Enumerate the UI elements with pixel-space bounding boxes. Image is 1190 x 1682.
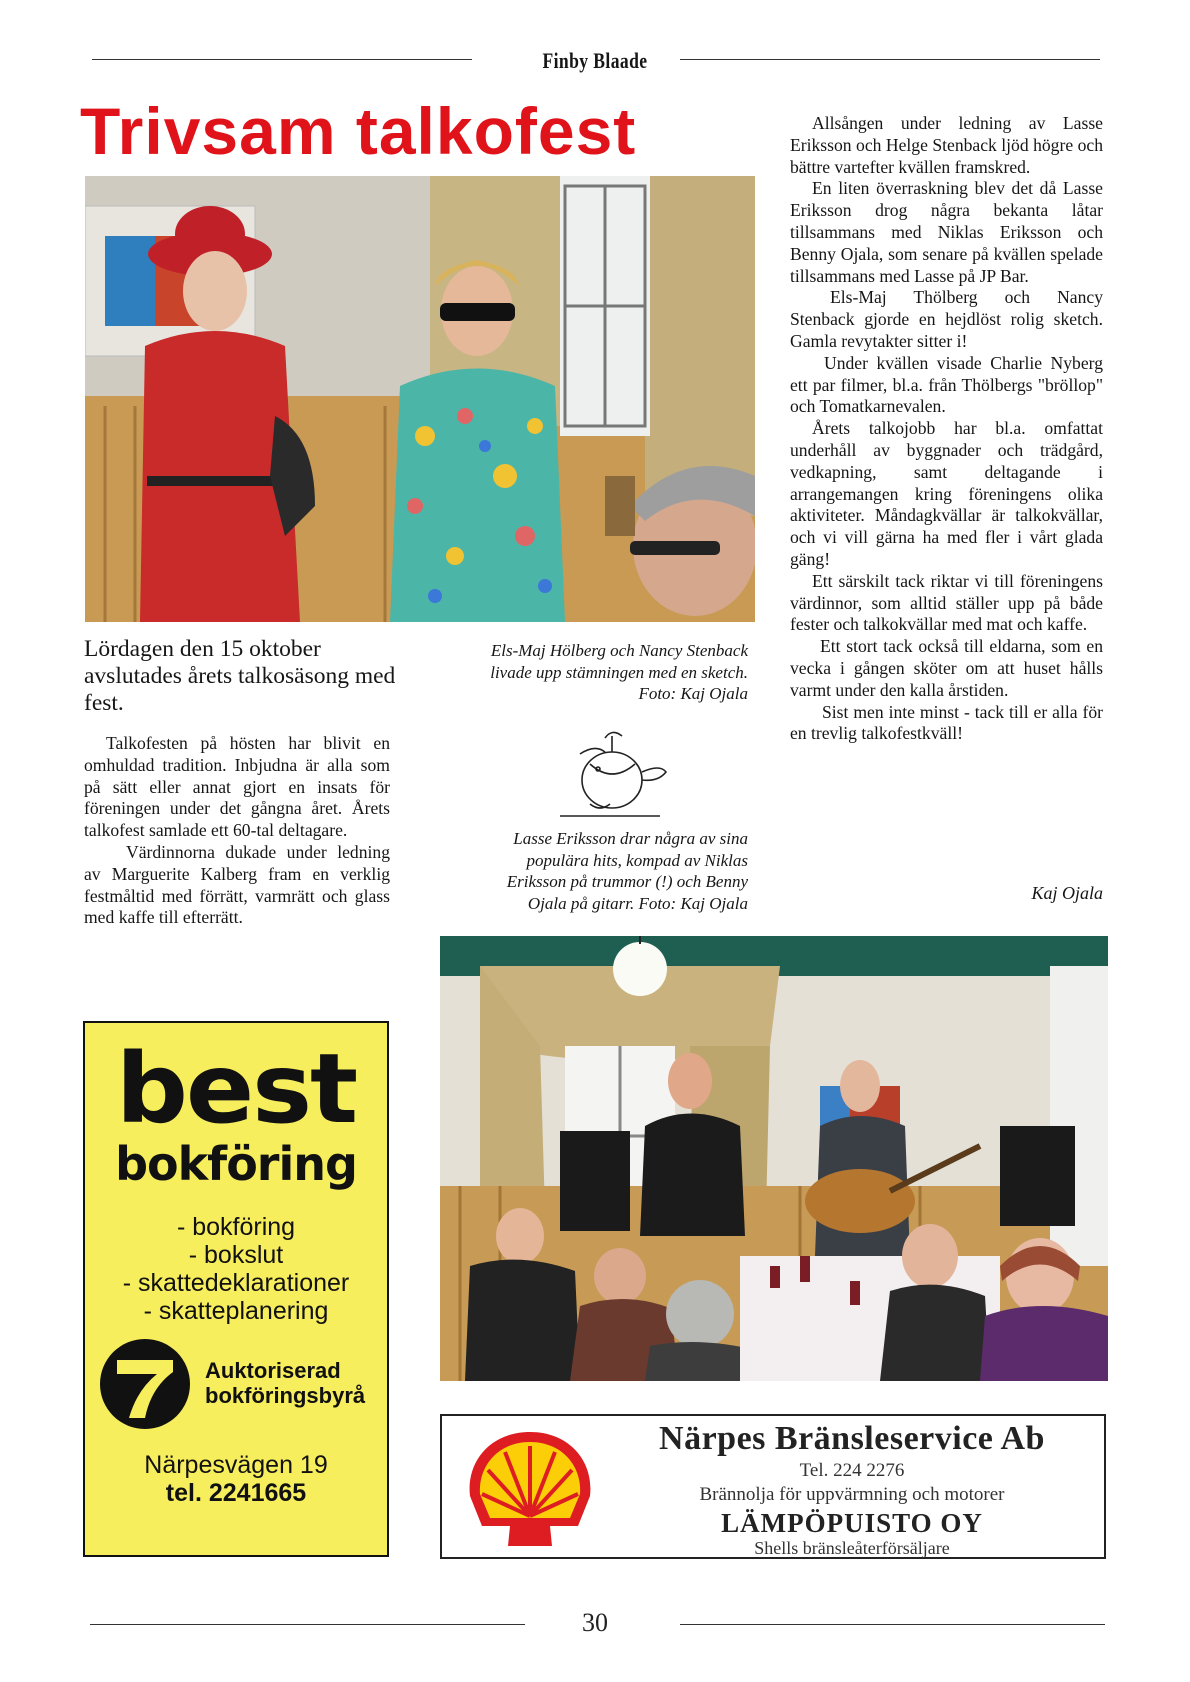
page-number: 30 bbox=[582, 1608, 608, 1637]
service-item: - bokslut bbox=[188, 1241, 284, 1269]
publication-title: Finby Blaade bbox=[542, 48, 648, 73]
ad-shell-phone: Tel. 224 2276 bbox=[799, 1460, 905, 1481]
decorative-fruit-sketch bbox=[550, 724, 674, 822]
ad-narpes-bransleservice bbox=[440, 1414, 1106, 1559]
ad-best-phone: tel. 2241665 bbox=[165, 1479, 307, 1507]
paragraph: Ett särskilt tack riktar vi till föreningens värdinnor, som alltid ställer upp på både fester och talkokvällar med mat och kaffe. bbox=[790, 570, 1103, 635]
auktoriserad-logo-icon bbox=[99, 1338, 191, 1430]
ad-best-authorization bbox=[205, 1358, 365, 1408]
ad-shell-description: Brännolja för uppvärmning och motorer bbox=[699, 1484, 1005, 1505]
service-item: - skatteplanering bbox=[143, 1297, 329, 1325]
paragraph: Ett stort tack också till eldarna, som en vecka i gången sköter om att huset hålls varmt under den kalla årstiden. bbox=[790, 636, 1103, 700]
article-column-3 bbox=[790, 113, 1103, 745]
photo-caption-1: Els-Maj Hölberg och Nancy Stenback livade upp stämningen med en sketch. Foto: Kaj Ojala bbox=[490, 641, 748, 703]
article-byline: Kaj Ojala bbox=[1031, 883, 1103, 903]
ad-shell-company-name: Närpes Bränsleservice Ab bbox=[659, 1420, 1045, 1457]
auth-line: Auktoriserad bbox=[205, 1358, 341, 1383]
paragraph: Värdinnorna dukade under ledning av Marguerite Kalberg fram en verklig festmåltid med förrätt, varmrätt och glass med kaffe till efterrätt. bbox=[84, 841, 390, 928]
article-headline: Trivsam talkofest bbox=[80, 94, 637, 168]
photo-caption-2: Lasse Eriksson drar några av sina populära hits, kompad av Niklas Eriksson på trummor (!) och Benny Ojala på gitarr. Foto: Kaj Ojala bbox=[506, 829, 748, 913]
photo-sketch-performers bbox=[85, 176, 755, 622]
ad-best-address: Närpesvägen 19 bbox=[144, 1451, 328, 1479]
article-lead: Lördagen den 15 oktober avslutades årets talkosäsong med fest. bbox=[84, 636, 396, 716]
ad-shell-finnish-name: LÄMPÖPUISTO OY bbox=[721, 1508, 983, 1538]
service-item: - bokföring bbox=[176, 1213, 296, 1241]
ad-best-bokforing bbox=[83, 1021, 389, 1557]
paragraph: Årets talkojobb har bl.a. omfattat underhåll av byggnader och trädgård, vedkapning, samt deltagande i arrangemangen kring föreningens olika aktiviteter. Måndagkvällar är talkokvällar, och vi vill gärna ha med fler i vårt glada gäng! bbox=[790, 418, 1103, 569]
service-item: - skattedeklarationer bbox=[122, 1269, 350, 1297]
ad-best-logo-text: best bbox=[115, 1033, 357, 1145]
ad-shell-subtitle: Shells bränsleåterförsäljare bbox=[754, 1538, 950, 1558]
paragraph: Allsången under ledning av Lasse Eriksson och Helge Stenback ljöd högre och bättre vartefter kvällen framskred. bbox=[790, 113, 1103, 177]
paragraph: Sist men inte minst - tack till er alla för en trevlig talkofestkväll! bbox=[790, 701, 1103, 744]
shell-logo-icon bbox=[460, 1426, 600, 1551]
paragraph: Els-Maj Thölberg och Nancy Stenback gjorde en hejdlöst rolig sketch. Gamla revytakter sitter i! bbox=[790, 287, 1103, 351]
auth-line: bokföringsbyrå bbox=[205, 1383, 366, 1408]
ad-best-contact bbox=[85, 1451, 387, 1507]
ad-best-services bbox=[85, 1213, 387, 1325]
paragraph: Under kvällen visade Charlie Nyberg ett par filmer, bl.a. från Thölbergs "bröllop" och Tomatkarnevalen. bbox=[790, 352, 1103, 417]
paragraph: Talkofesten på hösten har blivit en omhuldad tradition. Inbjudna är alla som på sätt eller annat gjort en insats för föreningen under det gångna året. Årets talkofest samlade ett 60-tal deltagare. bbox=[84, 733, 390, 841]
paragraph: En liten överraskning blev det då Lasse Eriksson drog några bekanta låtar tillsammans med Niklas Eriksson och Benny Ojala, som senare på kvällen spelade tillsammans med Lasse på JP Bar. bbox=[790, 178, 1103, 286]
ad-best-logo-subtext: bokföring bbox=[115, 1137, 357, 1191]
article-column-1 bbox=[84, 733, 390, 929]
photo-band-performance bbox=[440, 936, 1108, 1381]
